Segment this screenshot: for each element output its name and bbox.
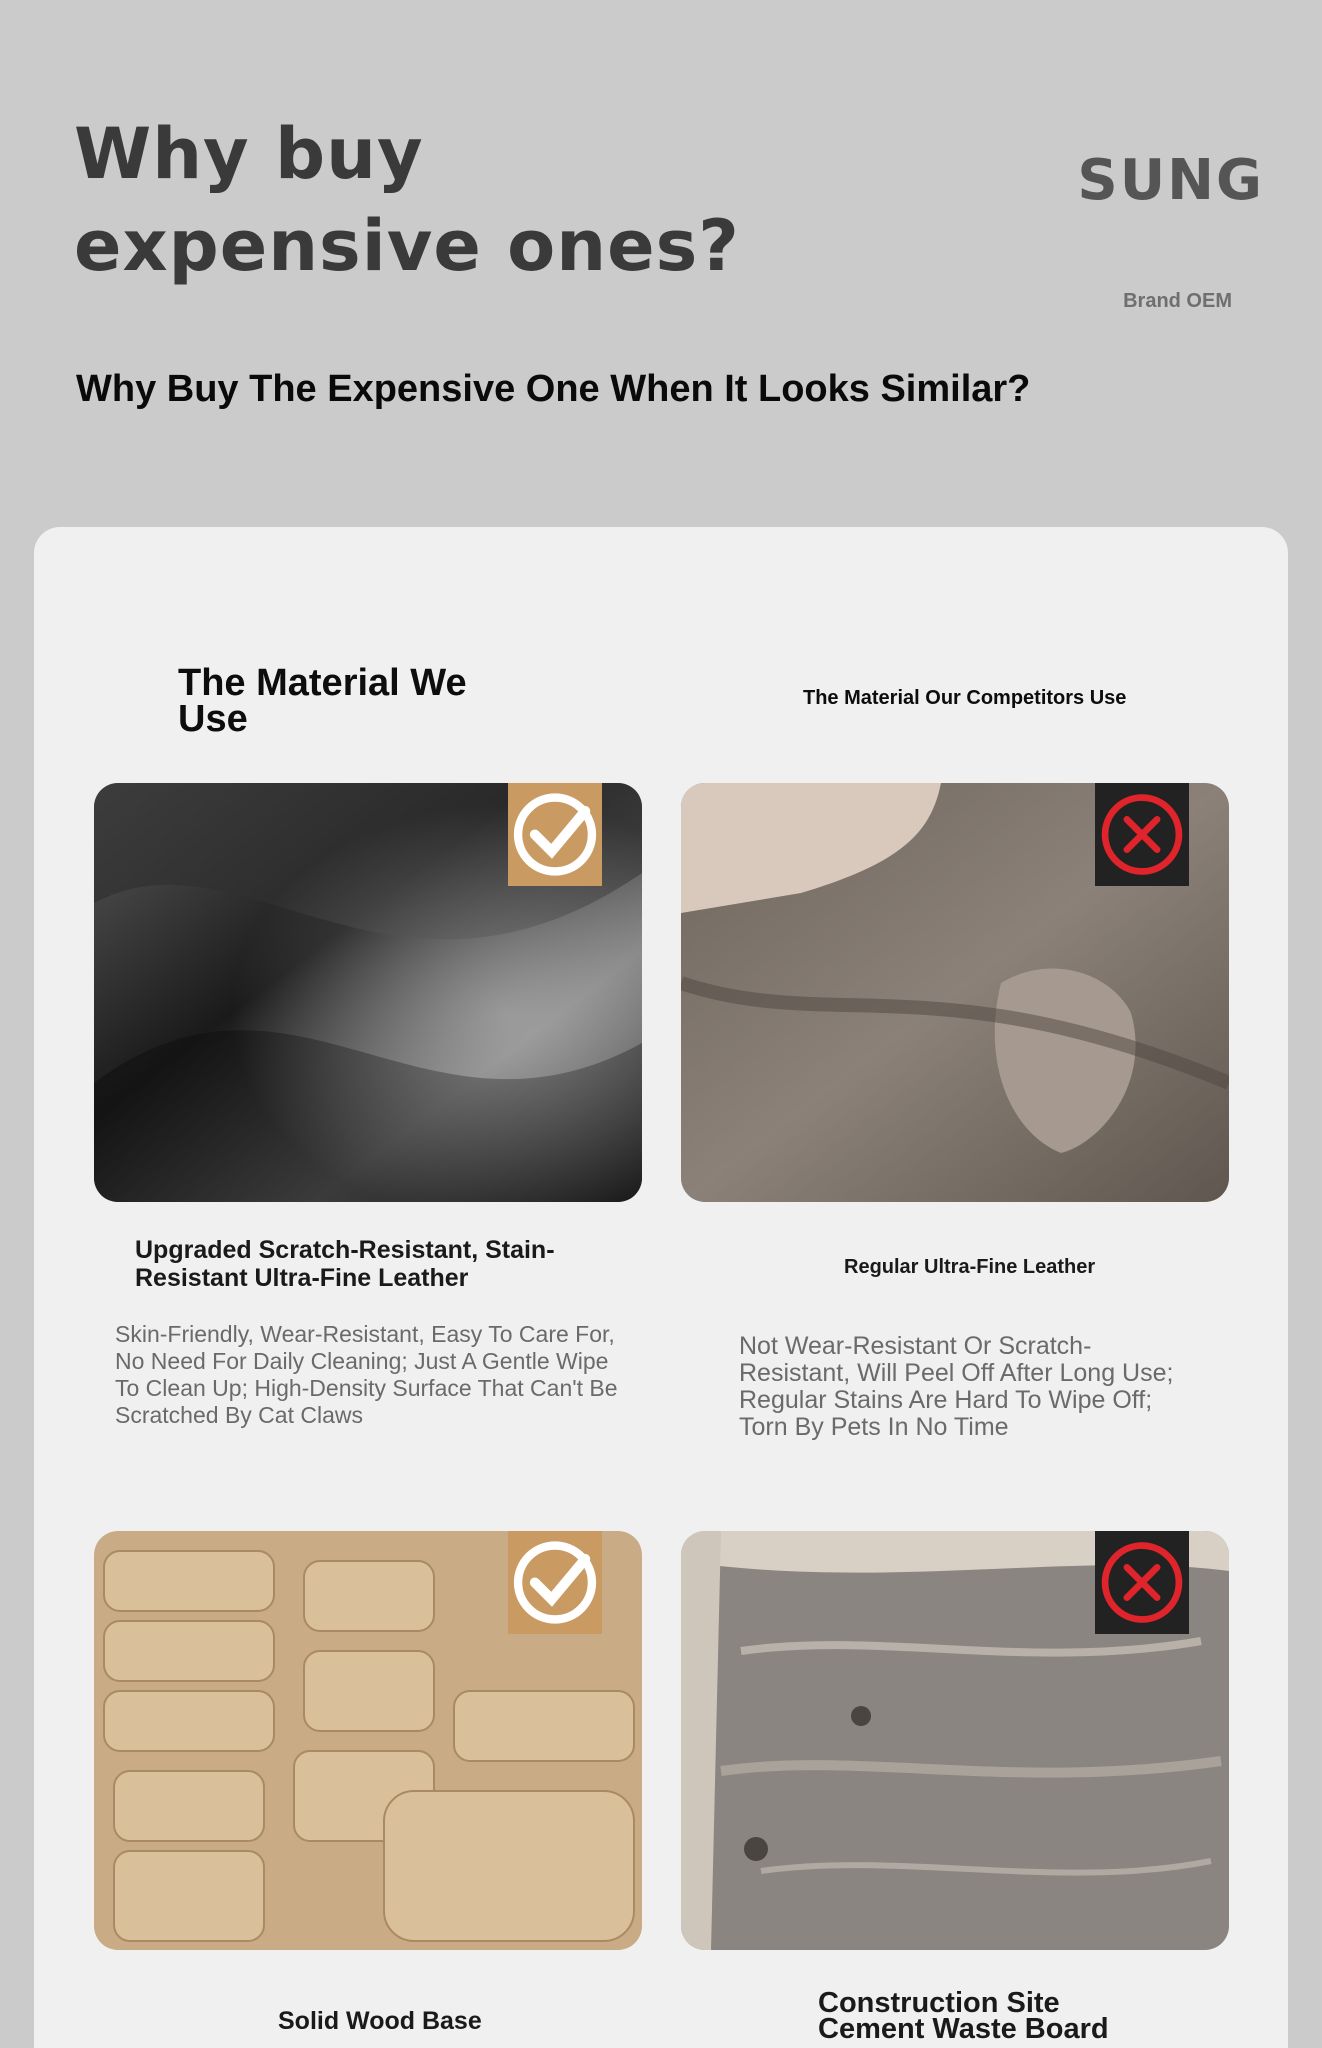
caption-cement-board: Construction Site Cement Waste Board bbox=[818, 1987, 1109, 2045]
check-icon bbox=[508, 783, 602, 886]
leather-bad-photo bbox=[681, 783, 1229, 1202]
check-badge bbox=[508, 783, 602, 886]
hero-title bbox=[74, 108, 740, 292]
leather-good-photo bbox=[94, 783, 642, 1202]
caption-good-leather: Upgraded Scratch-Resistant, Stain-Resistant Ultra-Fine Leather bbox=[135, 1236, 555, 1292]
comparison-card bbox=[34, 527, 1288, 2048]
check-badge bbox=[508, 1531, 602, 1634]
description-bad-leather: Not Wear-Resistant Or Scratch-Resistant, Will Peel Off After Long Use; Regular Stains Are Hard To Wipe Off; Torn By Pets In No Time bbox=[739, 1332, 1174, 1441]
caption-wood-base: Solid Wood Base bbox=[278, 2007, 482, 2035]
brand-logo: SUNG bbox=[1077, 148, 1264, 213]
wood-base-photo bbox=[94, 1531, 642, 1950]
column-heading-ours: The Material We Use bbox=[178, 662, 467, 740]
x-badge bbox=[1095, 783, 1189, 886]
x-icon bbox=[1095, 783, 1189, 886]
brand-tag: Brand OEM bbox=[1123, 290, 1232, 312]
column-heading-competitors: The Material Our Competitors Use bbox=[803, 687, 1127, 709]
description-good-leather: Skin-Friendly, Wear-Resistant, Easy To Care For, No Need For Daily Cleaning; Just A Gentle Wipe To Clean Up; High-Density Surface That Can't Be Scratched By Cat Claws bbox=[115, 1321, 618, 1428]
caption-bad-leather: Regular Ultra-Fine Leather bbox=[844, 1256, 1096, 1278]
hero-title-line2: expensive ones? bbox=[74, 205, 740, 287]
hero-title-line1: Why buy bbox=[74, 113, 424, 195]
cement-board-photo bbox=[681, 1531, 1229, 1950]
page-subtitle: Why Buy The Expensive One When It Looks Similar? bbox=[76, 368, 1031, 410]
x-icon bbox=[1095, 1531, 1189, 1634]
check-icon bbox=[508, 1531, 602, 1634]
x-badge bbox=[1095, 1531, 1189, 1634]
